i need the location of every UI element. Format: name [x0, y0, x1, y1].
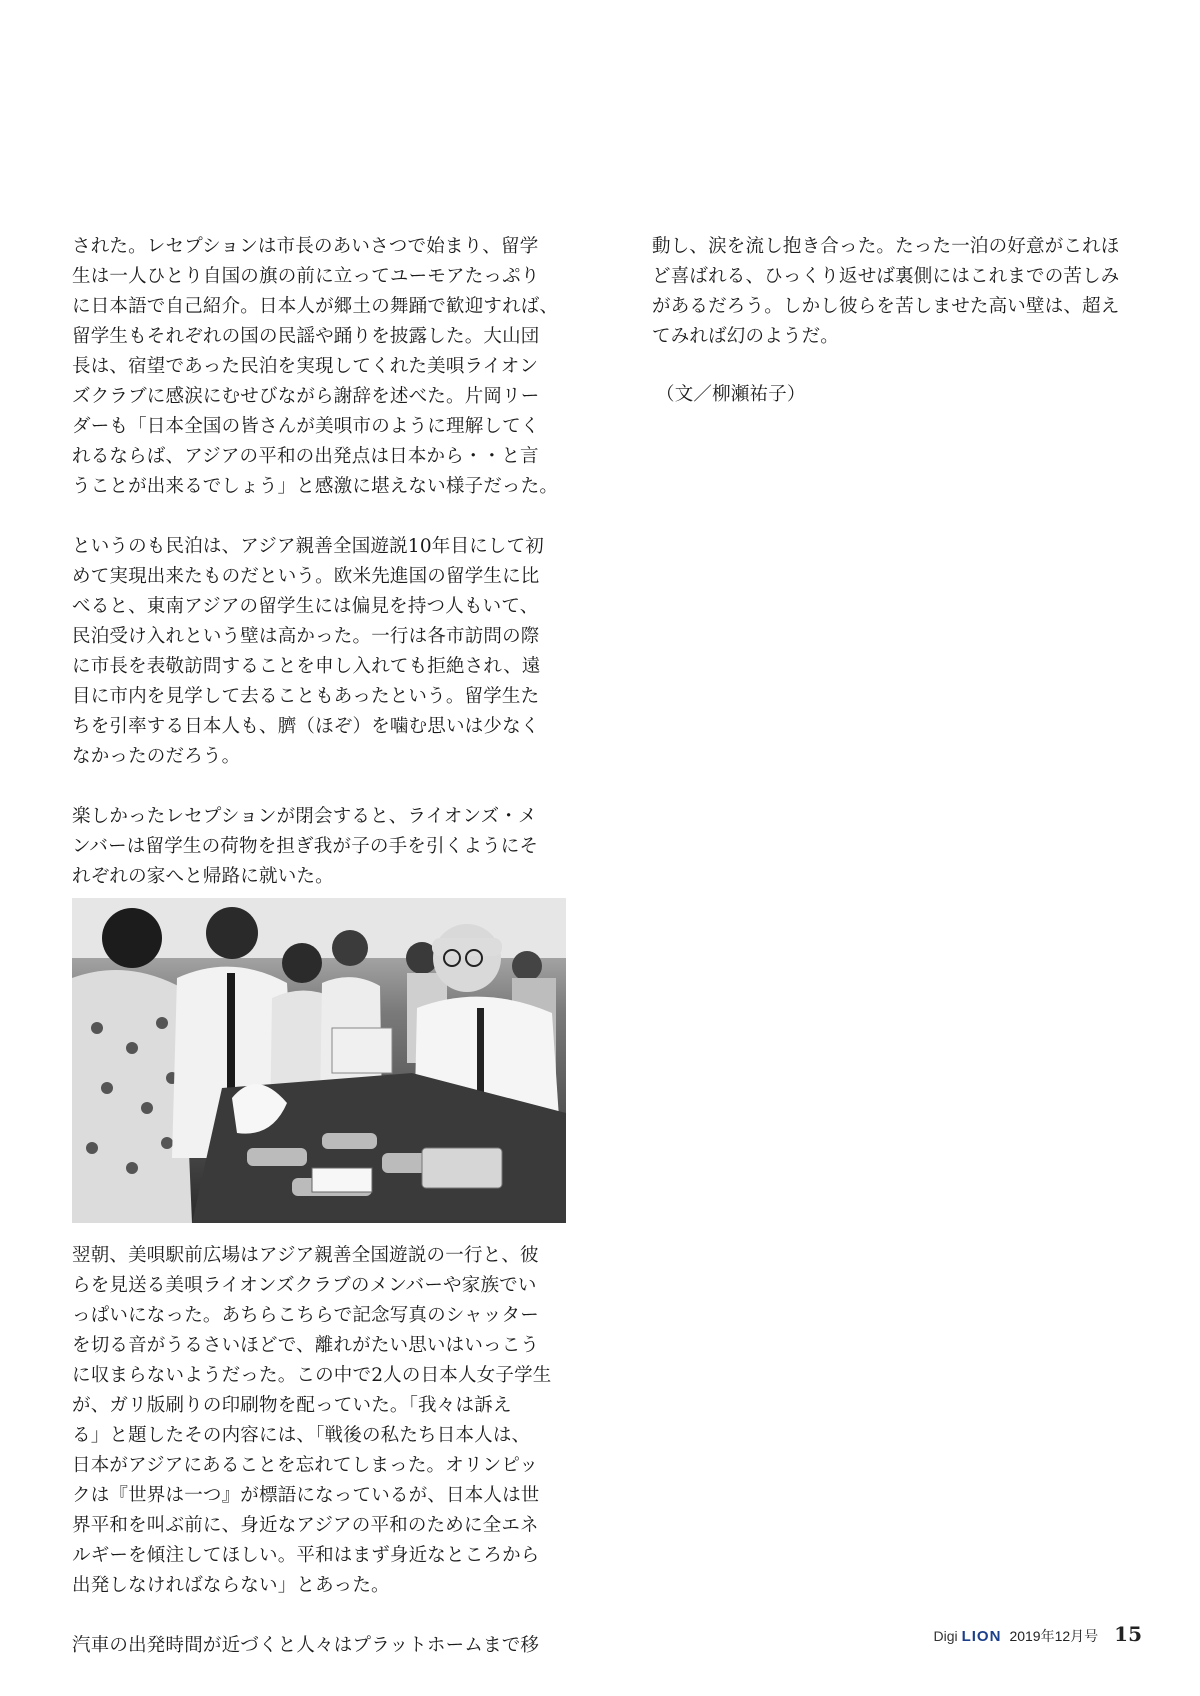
left-column — [72, 232, 582, 1661]
footer-issue: 2019年12月号 — [1009, 1628, 1099, 1644]
paragraph-closing: 楽しかったレセプションが閉会すると、ライオンズ・メ ンバーは留学生の荷物を担ぎ我が子の手を引くようにそ れぞれの家へと帰路に就いた。 — [72, 806, 539, 887]
paragraph-departure: 汽車の出発時間が近づくと人々はプラットホームまで移 — [72, 1635, 540, 1656]
market-stall-photo — [72, 898, 566, 1223]
paragraph-homestay: というのも民泊は、アジア親善全国遊説10年目にして初 めて実現出来たものだという。欧米先進国の留学生に比 べると、東南アジアの留学生には偏見を持つ人もいて、 民泊受け入れという壁は高かった。一行は各市訪問の際 に市長を表敬訪問することを申し入れても拒絶され、遠 目に市内を見学して去ることもあったという。留学生た ちを引率する日本人も、臍（ほぞ）を噛む思いは少なく なかったのだろう。 — [72, 536, 545, 767]
page-footer — [933, 1622, 1142, 1646]
right-column — [652, 232, 1142, 410]
footer-lion-logo: LION — [961, 1628, 1002, 1645]
paragraph-farewell: 動し、涙を流し抱き合った。たった一泊の好意がこれほ ど喜ばれる、ひっくり返せば裏側にはこれまでの苦しみ があるだろう。しかし彼らを苦しませた高い壁は、超え てみれば幻のようだ。 — [652, 236, 1120, 347]
page-number: 15 — [1114, 1622, 1142, 1646]
author-byline: （文／柳瀬祐子） — [656, 384, 806, 405]
paragraph-reception: された。レセプションは市長のあいさつで始まり、留学 生は一人ひとり自国の旗の前に立ってユーモアたっぷり に日本語で自己紹介。日本人が郷土の舞踊で歓迎すれば、 留学生もそれぞれの国の民謡や踊りを披露した。大山団 長は、宿望であった民泊を実現してくれた美唄ライオン ズクラブに感涙にむせびながら謝辞を述べた。片岡リー ダーも「日本全国の皆さんが美唄市のように理解してく れるならば、アジアの平和の出発点は日本から・・と言 うことが出来るでしょう」と感激に堪えない様子だった。 — [72, 236, 559, 497]
paragraph-next-morning: 翌朝、美唄駅前広場はアジア親善全国遊説の一行と、彼 らを見送る美唄ライオンズクラブのメンバーや家族でい っぱいになった。あちらこちらで記念写真のシャッター を切る音がうるさいほどで、離れがたい思いはいっこう に収まらないようだった。この中で2人の日本人女子学生 が、ガリ版刷りの印刷物を配っていた。「我々は訴え る」と題したその内容には、「戦後の私たち日本人は、 日本がアジアにあることを忘れてしまった。オリンピッ クは『世界は一つ』が標語になっているが、日本人は世 界平和を叫ぶ前に、身近なアジアの平和のために全エネ ルギーを傾注してほしい。平和はまず身近なところから 出発しなければならない」とあった。 — [72, 1245, 552, 1596]
footer-digi: Digi — [933, 1628, 958, 1644]
